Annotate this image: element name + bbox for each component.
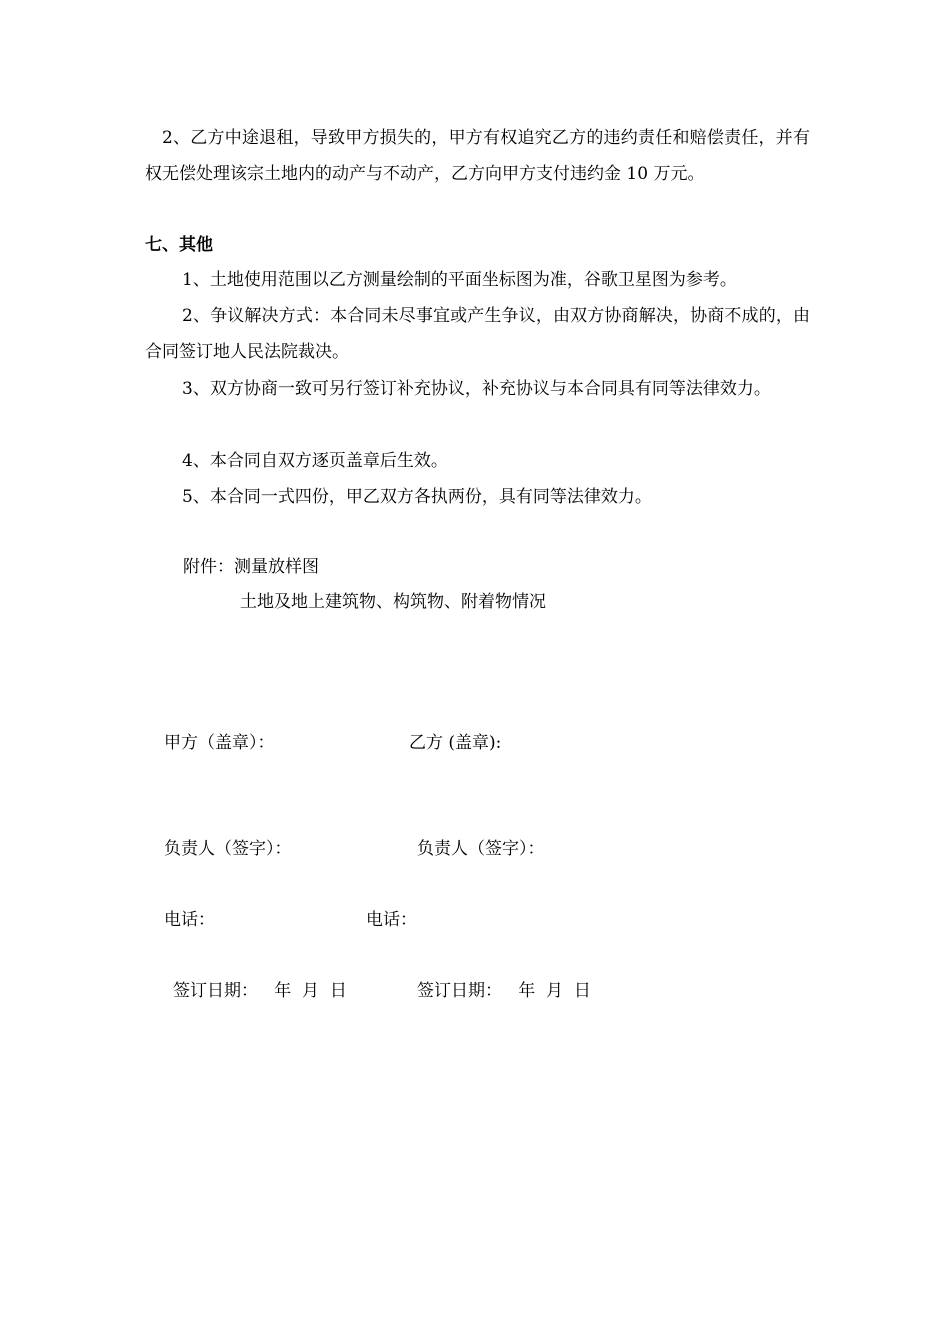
paragraph-item-2: 2、争议解决方式：本合同未尽事宜或产生争议，由双方协商解决，协商不成的，由合同签订地人民法院裁决。: [145, 306, 810, 362]
party-b-phone-label: 电话：: [366, 910, 417, 930]
section-heading-other: 七、其他: [145, 235, 213, 255]
attachment-label: 附件：测量放样图: [183, 557, 319, 577]
party-b-signer-label: 负责人（签字）：: [417, 839, 545, 859]
paragraph-item-5: 5、本合同一式四份，甲乙双方各执两份，具有同等法律效力。: [182, 487, 652, 507]
paragraph-item-1: 1、土地使用范围以乙方测量绘制的平面坐标图为准，谷歌卫星图为参考。: [182, 270, 737, 290]
party-b-sign-date: 签订日期： 年 月 日: [417, 981, 591, 1001]
party-a-seal-label: 甲方（盖章）：: [164, 733, 275, 753]
party-a-signer-label: 负责人（签字）：: [164, 839, 292, 859]
party-a-sign-date: 签订日期： 年 月 日: [173, 981, 347, 1001]
party-b-seal-label: 乙方 (盖章):: [409, 733, 502, 753]
paragraph-item-3: 3、双方协商一致可另行签订补充协议，补充协议与本合同具有同等法律效力。: [182, 379, 771, 399]
attachment-second-item: 土地及地上建筑物、构筑物、附着物情况: [240, 592, 546, 612]
party-a-phone-label: 电话：: [164, 910, 215, 930]
paragraph-item-4: 4、本合同自双方逐页盖章后生效。: [182, 451, 448, 471]
paragraph-penalty-clause: 2、乙方中途退租，导致甲方损失的，甲方有权追究乙方的违约责任和赔偿责任，并有权无偿处理该宗土地内的动产与不动产，乙方向甲方支付违约金 10 万元。: [145, 128, 810, 184]
